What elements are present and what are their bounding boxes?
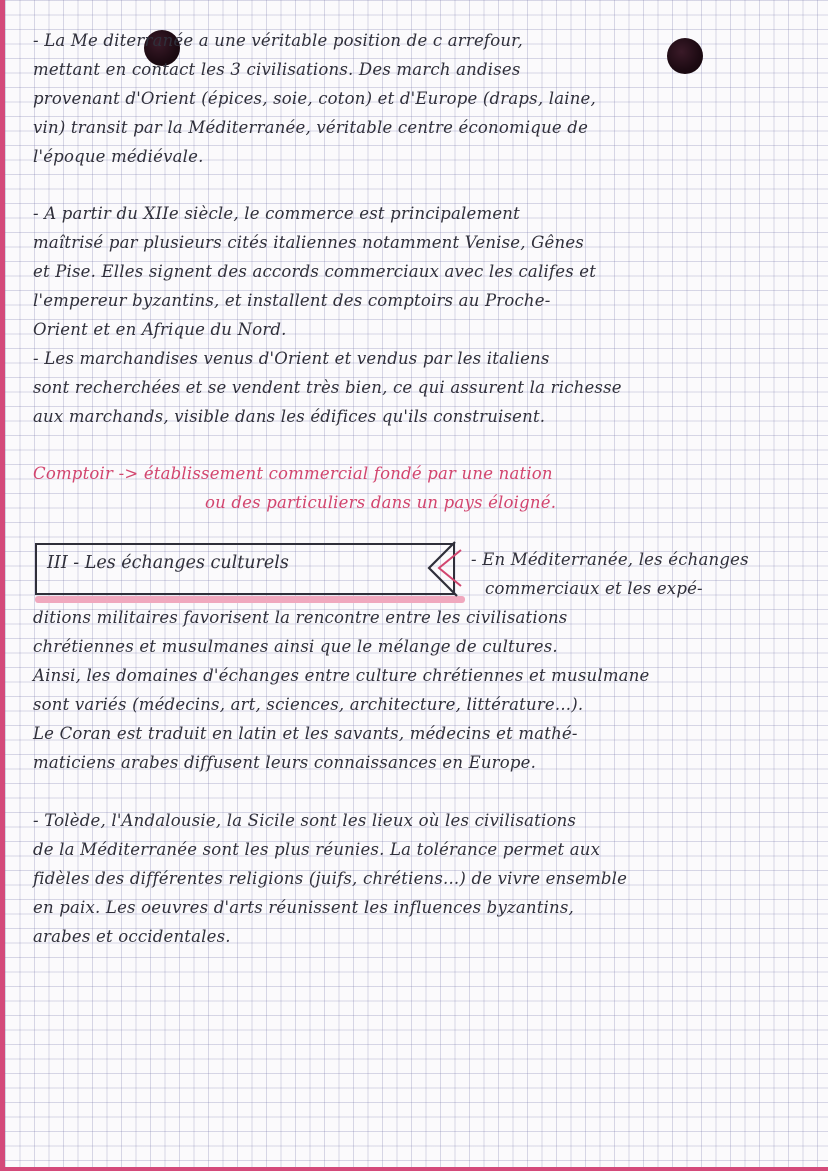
- definition-text: établissement commercial fondé par une nation: [143, 464, 553, 483]
- text-line: ditions militaires favorisent la rencontre entre les civilisations: [33, 608, 568, 627]
- text-line: - Les marchandises venus d'Orient et vendus par les italiens: [33, 349, 550, 368]
- text-line: - En Méditerranée, les échanges: [471, 550, 749, 569]
- text-line: l'époque médiévale.: [33, 147, 204, 166]
- text-line: mettant en contact les 3 civilisations. Des march andises: [33, 60, 521, 79]
- text-line: provenant d'Orient (épices, soie, coton) et d'Europe (draps, laine,: [33, 89, 596, 108]
- text-line: l'empereur byzantins, et installent des comptoirs au Proche-: [33, 291, 551, 310]
- definition-arrow: ->: [118, 464, 139, 483]
- text-line: - La Me diterranée a une véritable position de c arrefour,: [33, 31, 523, 50]
- text-line: fidèles des différentes religions (juifs, chrétiens...) de vivre ensemble: [33, 869, 628, 888]
- text-line: maîtrisé par plusieurs cités italiennes notamment Venise, Gênes: [33, 233, 584, 252]
- text-line: - A partir du XIIe siècle, le commerce est principalement: [33, 204, 520, 223]
- section-title: III - Les échanges culturels: [47, 553, 289, 573]
- text-line: et Pise. Elles signent des accords commerciaux avec les califes et: [33, 262, 597, 281]
- chevron-left-icon: [417, 538, 467, 600]
- text-line: sont recherchées et se vendent très bien, ce qui assurent la richesse: [33, 378, 622, 397]
- text-line: vin) transit par la Méditerranée, véritable centre économique de: [33, 118, 589, 137]
- definition-line: [33, 463, 818, 485]
- text-line: aux marchands, visible dans les édifices qu'ils construisent.: [33, 407, 546, 426]
- text-line: - Tolède, l'Andalousie, la Sicile sont les lieux où les civilisations: [33, 811, 577, 830]
- text-line: de la Méditerranée sont les plus réunies. La tolérance permet aux: [33, 840, 601, 859]
- text-line: Ainsi, les domaines d'échanges entre culture chrétiennes et musulmane: [33, 666, 650, 685]
- definition-term: Comptoir: [33, 464, 114, 483]
- title-highlight: [35, 596, 465, 603]
- text-line: Orient et en Afrique du Nord.: [33, 320, 287, 339]
- section-title-box: [35, 543, 455, 595]
- text-line: en paix. Les oeuvres d'arts réunissent les influences byzantins,: [33, 898, 574, 917]
- text-line: maticiens arabes diffusent leurs connaissances en Europe.: [33, 753, 537, 772]
- definition-line: ou des particuliers dans un pays éloigné.: [205, 493, 557, 512]
- text-line: Le Coran est traduit en latin et les savants, médecins et mathé-: [33, 724, 578, 743]
- text-line: commerciaux et les expé-: [485, 579, 703, 598]
- text-line: arabes et occidentales.: [33, 927, 231, 946]
- text-line: chrétiennes et musulmanes ainsi que le mélange de cultures.: [33, 637, 558, 656]
- text-line: sont variés (médecins, art, sciences, architecture, littérature...).: [33, 695, 584, 714]
